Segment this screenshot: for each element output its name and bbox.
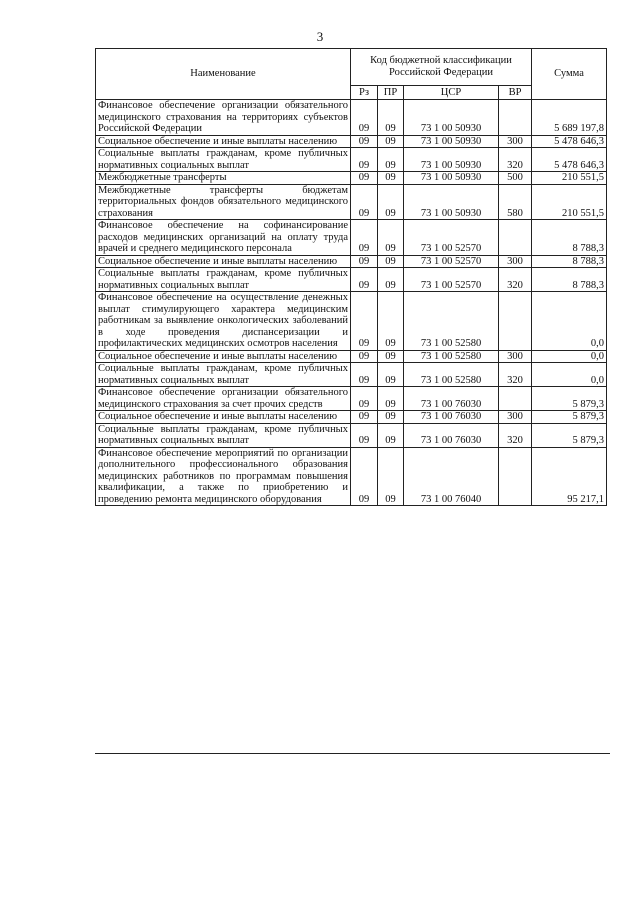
header-csr: ЦСР — [404, 86, 499, 100]
row-sum: 8 788,3 — [532, 220, 607, 256]
row-pr: 09 — [378, 220, 404, 256]
row-rz: 09 — [351, 447, 378, 506]
row-name: Социальное обеспечение и иные выплаты населению — [96, 135, 351, 148]
row-vr: 300 — [499, 411, 532, 424]
table-row — [96, 100, 607, 136]
row-vr: 500 — [499, 172, 532, 185]
row-rz: 09 — [351, 387, 378, 411]
header-sum: Сумма — [532, 49, 607, 100]
row-csr: 73 1 00 76030 — [404, 423, 499, 447]
row-sum: 8 788,3 — [532, 255, 607, 268]
row-name: Социальное обеспечение и иные выплаты населению — [96, 255, 351, 268]
table-row — [96, 255, 607, 268]
row-vr: 320 — [499, 268, 532, 292]
row-name: Финансовое обеспечение организации обязательного медицинского страхования на территориях субъектов Российской Федерации — [96, 100, 351, 136]
page-number: 3 — [316, 29, 324, 44]
row-vr — [499, 447, 532, 506]
row-vr — [499, 292, 532, 351]
row-vr: 300 — [499, 135, 532, 148]
row-csr: 73 1 00 52580 — [404, 292, 499, 351]
row-name: Социальные выплаты гражданам, кроме публичных нормативных социальных выплат — [96, 148, 351, 172]
row-csr: 73 1 00 76030 — [404, 411, 499, 424]
row-pr: 09 — [378, 350, 404, 363]
row-rz: 09 — [351, 363, 378, 387]
row-sum: 5 879,3 — [532, 387, 607, 411]
budget-table — [95, 48, 607, 506]
row-name: Социальные выплаты гражданам, кроме публичных нормативных социальных выплат — [96, 363, 351, 387]
row-rz: 09 — [351, 172, 378, 185]
row-sum: 5 478 646,3 — [532, 148, 607, 172]
row-rz: 09 — [351, 255, 378, 268]
row-vr — [499, 387, 532, 411]
row-rz: 09 — [351, 184, 378, 220]
row-vr: 320 — [499, 148, 532, 172]
row-name: Межбюджетные трансферты — [96, 172, 351, 185]
row-name: Межбюджетные трансферты бюджетам территориальных фондов обязательного медицинского страхования — [96, 184, 351, 220]
row-vr — [499, 220, 532, 256]
table-row — [96, 135, 607, 148]
table-row — [96, 411, 607, 424]
row-sum: 0,0 — [532, 350, 607, 363]
row-pr: 09 — [378, 447, 404, 506]
row-rz: 09 — [351, 220, 378, 256]
row-csr: 73 1 00 50930 — [404, 135, 499, 148]
row-csr: 73 1 00 50930 — [404, 148, 499, 172]
row-rz: 09 — [351, 135, 378, 148]
row-sum: 5 689 197,8 — [532, 100, 607, 136]
table-row — [96, 292, 607, 351]
table-row — [96, 387, 607, 411]
row-csr: 73 1 00 52570 — [404, 268, 499, 292]
row-name: Социальное обеспечение и иные выплаты населению — [96, 350, 351, 363]
row-csr: 73 1 00 76030 — [404, 387, 499, 411]
row-pr: 09 — [378, 268, 404, 292]
row-rz: 09 — [351, 100, 378, 136]
footer-divider — [95, 753, 610, 754]
row-vr: 580 — [499, 184, 532, 220]
row-csr: 73 1 00 50930 — [404, 184, 499, 220]
row-sum: 8 788,3 — [532, 268, 607, 292]
header-name: Наименование — [96, 49, 351, 100]
row-vr: 320 — [499, 423, 532, 447]
row-name: Социальное обеспечение и иные выплаты населению — [96, 411, 351, 424]
row-sum: 5 879,3 — [532, 423, 607, 447]
row-vr: 300 — [499, 350, 532, 363]
row-name: Социальные выплаты гражданам, кроме публичных нормативных социальных выплат — [96, 268, 351, 292]
row-sum: 5 478 646,3 — [532, 135, 607, 148]
row-sum: 210 551,5 — [532, 184, 607, 220]
row-name: Финансовое обеспечение мероприятий по организации дополнительного профессионального образования медицинских работников по программам повышения квалификации, а также по приобретению и проведению ремонта медицинского оборудования — [96, 447, 351, 506]
row-rz: 09 — [351, 423, 378, 447]
table-row — [96, 184, 607, 220]
table-body — [96, 100, 607, 506]
row-csr: 73 1 00 52570 — [404, 255, 499, 268]
row-pr: 09 — [378, 423, 404, 447]
table-row — [96, 363, 607, 387]
table-row — [96, 423, 607, 447]
table-row — [96, 268, 607, 292]
row-vr: 320 — [499, 363, 532, 387]
row-name: Социальные выплаты гражданам, кроме публичных нормативных социальных выплат — [96, 423, 351, 447]
row-sum: 210 551,5 — [532, 172, 607, 185]
row-pr: 09 — [378, 363, 404, 387]
row-sum: 5 879,3 — [532, 411, 607, 424]
row-csr: 73 1 00 50930 — [404, 172, 499, 185]
row-rz: 09 — [351, 350, 378, 363]
row-sum: 95 217,1 — [532, 447, 607, 506]
row-rz: 09 — [351, 411, 378, 424]
row-name: Финансовое обеспечение на осуществление денежных выплат стимулирующего характера медицинским работникам за выявление онкологических заболеваний в ходе проведения диспансеризации и профилактических медицинских осмотров населения — [96, 292, 351, 351]
row-vr — [499, 100, 532, 136]
header-code-group: Код бюджетной классификации Российской Федерации — [351, 49, 532, 86]
row-pr: 09 — [378, 100, 404, 136]
row-pr: 09 — [378, 172, 404, 185]
row-rz: 09 — [351, 148, 378, 172]
row-csr: 73 1 00 50930 — [404, 100, 499, 136]
header-pr: ПР — [378, 86, 404, 100]
row-pr: 09 — [378, 387, 404, 411]
row-csr: 73 1 00 52570 — [404, 220, 499, 256]
table-row — [96, 220, 607, 256]
row-pr: 09 — [378, 292, 404, 351]
row-pr: 09 — [378, 255, 404, 268]
row-sum: 0,0 — [532, 292, 607, 351]
row-csr: 73 1 00 52580 — [404, 350, 499, 363]
table-row — [96, 350, 607, 363]
row-csr: 73 1 00 76040 — [404, 447, 499, 506]
row-pr: 09 — [378, 135, 404, 148]
row-rz: 09 — [351, 268, 378, 292]
row-pr: 09 — [378, 411, 404, 424]
header-vr: ВР — [499, 86, 532, 100]
row-sum: 0,0 — [532, 363, 607, 387]
row-rz: 09 — [351, 292, 378, 351]
header-rz: Рз — [351, 86, 378, 100]
row-csr: 73 1 00 52580 — [404, 363, 499, 387]
table-row — [96, 148, 607, 172]
table-row — [96, 172, 607, 185]
row-pr: 09 — [378, 148, 404, 172]
row-name: Финансовое обеспечение на софинансирование расходов медицинских организаций на оплату труда врачей и среднего медицинского персонала — [96, 220, 351, 256]
row-vr: 300 — [499, 255, 532, 268]
row-name: Финансовое обеспечение организации обязательного медицинского страхования за счет прочих средств — [96, 387, 351, 411]
row-pr: 09 — [378, 184, 404, 220]
table-row — [96, 447, 607, 506]
